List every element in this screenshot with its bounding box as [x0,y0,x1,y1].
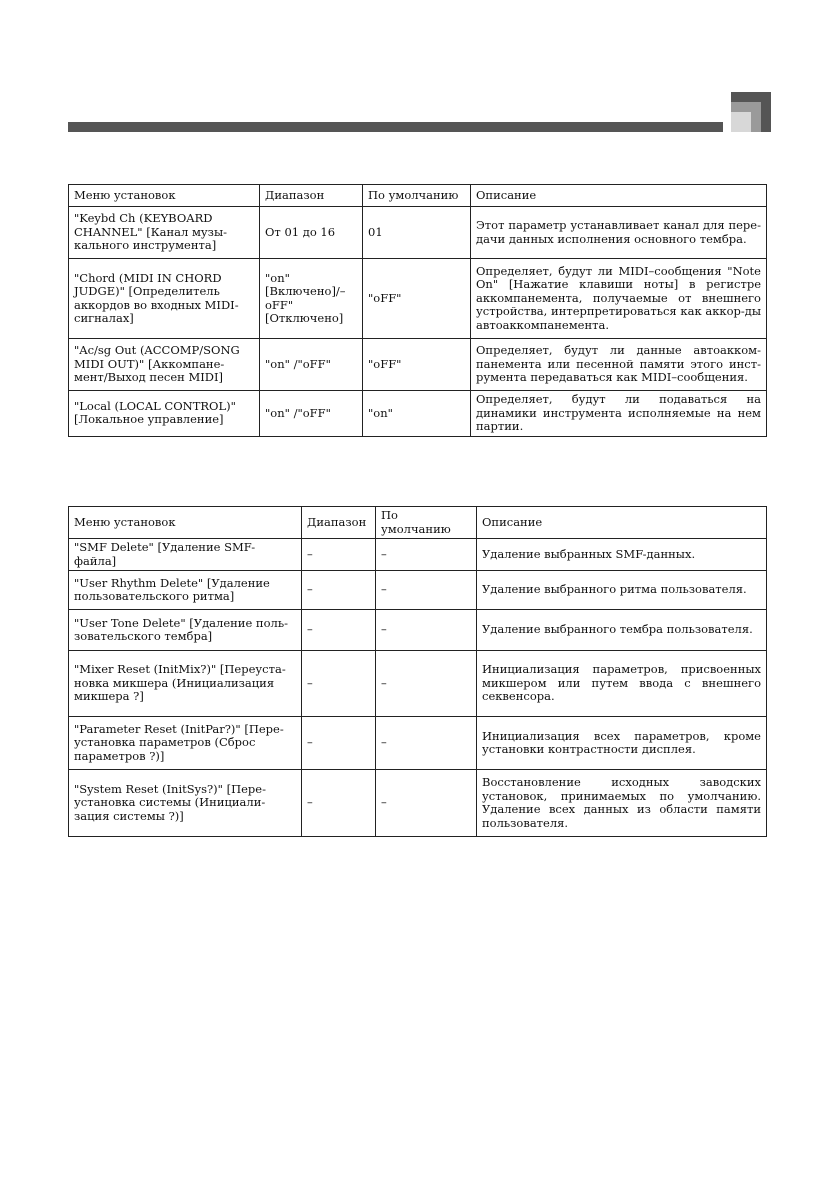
cell-range: – [302,651,376,717]
corner-tab-light [731,112,751,132]
cell-menu: "User Tone Delete" [Удаление поль-зовательского тембра] [69,610,302,651]
cell-description: Удаление выбранного тембра пользователя. [477,610,767,651]
cell-menu: "SMF Delete" [Удаление SMF-файла] [69,539,302,571]
cell-default: – [376,539,477,571]
header-menu: Меню установок [69,185,260,207]
cell-menu: "Local (LOCAL CONTROL)" [Локальное управление] [69,391,260,437]
cell-menu: "User Rhythm Delete" [Удаление пользовательского ритма] [69,571,302,610]
table-row [69,259,767,339]
header-description: Описание [471,185,767,207]
cell-menu: "Chord (MIDI IN CHORD JUDGE)" [Определитель аккордов во входных MIDI-сигналах] [69,259,260,339]
cell-description: Восстановление исходных заводских установок, принимаемых по умолчанию. Удаление всех данных из области памяти пользователя. [477,770,767,837]
header-range: Диапазон [302,507,376,539]
cell-description: Инициализация параметров, присвоенных микшером или путем ввода с внешнего секвенсора. [477,651,767,717]
cell-range: – [302,717,376,770]
cell-range: – [302,770,376,837]
cell-range: От 01 до 16 [260,207,363,259]
header-description: Описание [477,507,767,539]
corner-tab-decoration [731,92,771,132]
cell-range: – [302,610,376,651]
delete-reset-table [68,506,767,837]
cell-range: "on" [Включено]/–oFF" [Отключено] [260,259,363,339]
table-row [69,717,767,770]
cell-menu: "System Reset (InitSys?)" [Пере-установка системы (Инициали-зация системы ?)] [69,770,302,837]
table-row [69,391,767,437]
cell-default: – [376,651,477,717]
table-row [69,539,767,571]
table-row [69,651,767,717]
cell-menu: "Keybd Ch (KEYBOARD CHANNEL" [Канал музы-кального инструмента] [69,207,260,259]
table-header-row [69,185,767,207]
table-row [69,610,767,651]
table-header-row [69,507,767,539]
cell-description: Определяет, будут ли подаваться на динамики инструмента исполняемые на нем партии. [471,391,767,437]
cell-description: Определяет, будут ли MIDI–сообщения "Note On" [Нажатие клавиши ноты] в регистре аккомпанемента, получаемые от внешнего устройства, интерпретироваться как аккор-ды автоаккомпанемента. [471,259,767,339]
header-default: По умолчанию [376,507,477,539]
cell-description: Инициализация всех параметров, кроме установки контрастности дисплея. [477,717,767,770]
cell-default: – [376,571,477,610]
cell-default: "oFF" [363,339,471,391]
header-menu: Меню установок [69,507,302,539]
cell-range: "on" /"oFF" [260,391,363,437]
header-default: По умолчанию [363,185,471,207]
cell-default: – [376,770,477,837]
table-row [69,339,767,391]
midi-settings-table [68,184,767,437]
cell-default: – [376,717,477,770]
cell-range: – [302,571,376,610]
cell-default: 01 [363,207,471,259]
cell-default: – [376,610,477,651]
cell-default: "on" [363,391,471,437]
cell-range: – [302,539,376,571]
table-row [69,571,767,610]
table-row [69,207,767,259]
cell-description: Определяет, будут ли данные автоакком-панемента или песенной памяти этого инст-румента передаваться как MIDI–сообщения. [471,339,767,391]
cell-description: Удаление выбранных SMF-данных. [477,539,767,571]
header-range: Диапазон [260,185,363,207]
cell-description: Этот параметр устанавливает канал для пере-дачи данных исполнения основного тембра. [471,207,767,259]
header-bar [68,122,723,132]
table-row [69,770,767,837]
cell-menu: "Mixer Reset (InitMix?)" [Переуста-новка микшера (Инициализация микшера ?] [69,651,302,717]
cell-menu: "Ac/sg Out (ACCOMP/SONG MIDI OUT)" [Аккомпане-мент/Выход песен MIDI] [69,339,260,391]
cell-default: "oFF" [363,259,471,339]
cell-range: "on" /"oFF" [260,339,363,391]
cell-description: Удаление выбранного ритма пользователя. [477,571,767,610]
cell-menu: "Parameter Reset (InitPar?)" [Пере-установка параметров (Сброс параметров ?)] [69,717,302,770]
